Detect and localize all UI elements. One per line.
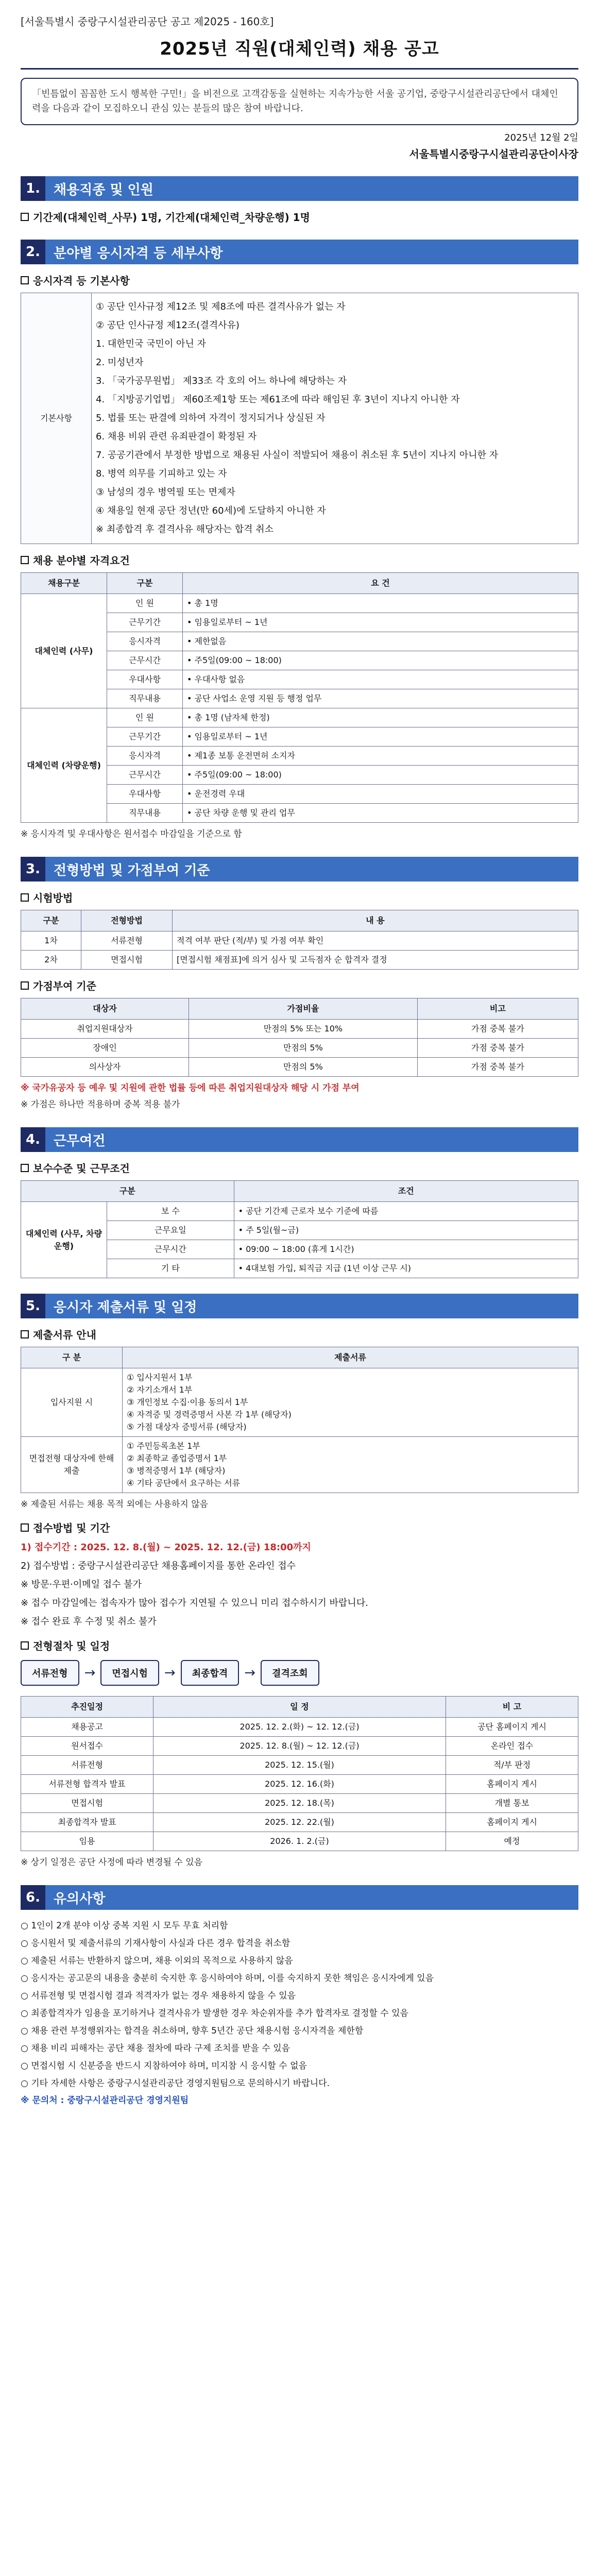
- subsection-heading: 접수방법 및 기간: [21, 1520, 578, 1535]
- table-cell: 2차: [21, 951, 81, 970]
- table-cell: 기 타: [107, 1259, 234, 1278]
- notice-list: [21, 1918, 578, 2091]
- table-row: [21, 708, 578, 727]
- table-cell: 2025. 12. 15.(월): [153, 1756, 446, 1775]
- list-item: ○ 1인이 2개 분야 이상 중복 지원 시 모두 무효 처리함: [21, 1921, 228, 1931]
- list-item: 1) 접수기간 : 2025. 12. 8.(월) ~ 2025. 12. 12.(금) 18:00까지: [21, 1542, 311, 1553]
- selection-flow: [21, 1660, 578, 1686]
- table-cell: • 4대보험 가입, 퇴직금 지급 (1년 이상 근무 시): [234, 1259, 578, 1278]
- table-cell: 의사상자: [21, 1058, 189, 1077]
- schedule-table: 추진일정 일 정 비 고 채용공고 2025. 12. 2.(화) ~ 12. 12.(금) 공단 홈페이지 게시 원서접수 2025. 12. 8.(월) ~ 12. 12.(금) 온라인 접수 서류전형 2025. 12. 15.(월) 적/부 판정 서류전형 합격자 발표 2025. 12. 16.(화) 홈페이지 게시 면접시험 2025. 12. 18.(목) 개별 통보 최종합격자 발표 2025. 12. 22.(월) 홈페이지 게시 임용 2026. 1. 2.(금) 예정: [21, 1696, 578, 1851]
- documents-note: ※ 제출된 서류는 채용 목적 외에는 사용하지 않음: [21, 1499, 209, 1510]
- table-cell: • 총 1명 (남자체 한정): [183, 708, 578, 727]
- list-item: 4. 「지방공기업법」 제60조제1항 또는 제61조에 따라 해임된 후 3년이 지나지 아니한 자: [96, 394, 460, 405]
- section-title: 응시자 제출서류 및 일정: [45, 1294, 578, 1318]
- checkbox-icon: [21, 276, 29, 284]
- table-cell: 응시자격: [107, 632, 183, 651]
- table-row: [21, 1368, 578, 1437]
- table-cell: 우대사항: [107, 785, 183, 804]
- table-cell: [123, 1437, 578, 1493]
- table-cell: 서류전형: [21, 1756, 153, 1775]
- section-number: 5.: [21, 1294, 45, 1318]
- table-row: [21, 594, 578, 613]
- table-cell: • 운전경력 우대: [183, 785, 578, 804]
- schedule-note: ※ 상기 일정은 공단 사정에 따라 변경될 수 있음: [21, 1857, 203, 1868]
- table-cell: 서류전형 합격자 발표: [21, 1775, 153, 1794]
- subsection-heading: 채용 분야별 자격요건: [21, 552, 578, 567]
- table-cell: 공단 홈페이지 게시: [446, 1718, 578, 1737]
- table-cell: • 임용일로부터 ~ 1년: [183, 613, 578, 632]
- section-title: 유의사항: [45, 1885, 578, 1910]
- table-cell: 근무요일: [107, 1221, 234, 1240]
- table-cell: 홈페이지 게시: [446, 1813, 578, 1832]
- table-row: [21, 1832, 578, 1851]
- section-number: 4.: [21, 1127, 45, 1152]
- section-6-header: [21, 1885, 578, 1910]
- table-cell: 원서접수: [21, 1737, 153, 1756]
- bonus-note: ※ 가점은 하나만 적용하며 중복 적용 불가: [21, 1099, 180, 1110]
- table-row: [21, 1202, 578, 1221]
- subsection-heading: 전형절차 및 일정: [21, 1638, 578, 1653]
- table-cell: • 주 5일(월~금): [234, 1221, 578, 1240]
- table-cell: 적격 여부 판단 (적/부) 및 가점 여부 확인: [173, 931, 578, 951]
- table-row: [21, 1775, 578, 1794]
- table-cell: 2025. 12. 18.(목): [153, 1794, 446, 1813]
- table-cell: • 제한없음: [183, 632, 578, 651]
- table-cell: 직무내용: [107, 804, 183, 823]
- table-cell: 2025. 12. 8.(월) ~ 12. 12.(금): [153, 1737, 446, 1756]
- table-cell: [123, 1368, 578, 1437]
- list-item: ① 입사지원서 1부: [127, 1372, 193, 1382]
- table-cell: 1차: [21, 931, 81, 951]
- list-item: ③ 개인정보 수집·이용 동의서 1부: [127, 1397, 248, 1407]
- table-row: [21, 1813, 578, 1832]
- flow-step: 면접시험: [100, 1660, 159, 1686]
- work-conditions-table: 구분 조건 대체인력 (사무, 차량운행) 보 수 • 공단 기간제 근로자 보수 기준에 따름 근무요일 • 주 5일(월~금) 근무시간 • 09:00 ~ 18:00 (휴게 1시간) 기 타 • 4대보험 가입, 퇴직금 지급 (1년 이상 근무 시): [21, 1180, 578, 1278]
- list-item: ○ 면접시험 시 신분증을 반드시 지참하여야 하며, 미지참 시 응시할 수 없음: [21, 2061, 307, 2071]
- basic-requirements-table: [21, 293, 578, 544]
- application-info: [21, 1540, 578, 1630]
- list-item: ※ 접수 마감일에는 접속자가 많아 접수가 지연될 수 있으니 미리 접수하시기 바랍니다.: [21, 1598, 368, 1608]
- table-row: [21, 1437, 578, 1493]
- table-cell: 근무기간: [107, 613, 183, 632]
- qualification-note: ※ 응시자격 및 우대사항은 원서접수 마감일을 기준으로 함: [21, 829, 242, 839]
- table-row: [21, 951, 578, 970]
- flow-step: 결격조회: [261, 1660, 319, 1686]
- list-item: ※ 최종합격 후 결격사유 해당자는 합격 취소: [96, 524, 274, 535]
- list-item: ○ 최종합격자가 임용을 포기하거나 결격사유가 발생한 경우 차순위자를 추가 합격자로 결정할 수 있음: [21, 2008, 408, 2019]
- list-item: ② 자기소개서 1부: [127, 1385, 193, 1395]
- table-cell: 온라인 접수: [446, 1737, 578, 1756]
- subsection-heading: 시험방법: [21, 890, 578, 905]
- table-cell: 홈페이지 게시: [446, 1775, 578, 1794]
- table-cell: 취업지원대상자: [21, 1020, 189, 1039]
- table-row: [21, 931, 578, 951]
- table-row: [21, 1718, 578, 1737]
- table-cell: 보 수: [107, 1202, 234, 1221]
- table-row: [21, 1058, 578, 1077]
- table-cell: 인 원: [107, 708, 183, 727]
- checkbox-icon: [21, 1523, 29, 1532]
- table-cell: 채용공고: [21, 1718, 153, 1737]
- table-cell: 서류전형: [81, 931, 173, 951]
- section-2-header: [21, 240, 578, 264]
- table-cell: 면접시험: [81, 951, 173, 970]
- basic-items-list: [96, 299, 574, 537]
- checkbox-icon: [21, 1330, 29, 1338]
- table-cell: 응시자격: [107, 747, 183, 766]
- table-cell: 대체인력 (사무): [21, 594, 107, 708]
- table-cell: 근무시간: [107, 766, 183, 785]
- table-cell: 만점의 5% 또는 10%: [189, 1020, 417, 1039]
- table-cell: 개별 통보: [446, 1794, 578, 1813]
- table-cell: 면접전형 대상자에 한해 제출: [21, 1437, 123, 1493]
- section-title: 채용직종 및 인원: [45, 176, 578, 201]
- table-cell: 최종합격자 발표: [21, 1813, 153, 1832]
- table-cell: 적/부 판정: [446, 1756, 578, 1775]
- table-cell: 인 원: [107, 594, 183, 613]
- arrow-icon: →: [84, 1665, 96, 1681]
- exam-method-table: 구분 전형방법 내 용 1차 서류전형 적격 여부 판단 (적/부) 및 가점 여부 확인 2차 면접시험 [면접시험 채점표]에 의거 심사 및 고득점자 순 합격자 결정: [21, 910, 578, 970]
- table-cell: 장애인: [21, 1039, 189, 1058]
- list-item: ※ 접수 완료 후 수정 및 취소 불가: [21, 1616, 157, 1627]
- arrow-icon: →: [164, 1665, 176, 1681]
- table-cell: 가점 중복 불가: [417, 1058, 578, 1077]
- list-item: ○ 응시원서 및 제출서류의 기재사항이 사실과 다른 경우 합격을 취소함: [21, 1938, 290, 1948]
- table-cell: 예정: [446, 1832, 578, 1851]
- list-item: ④ 기타 공단에서 요구하는 서류: [127, 1478, 241, 1488]
- list-item: 6. 채용 비위 관련 유죄판결이 확정된 자: [96, 431, 257, 442]
- list-item: ○ 채용 관련 부정행위자는 합격을 취소하며, 향후 5년간 공단 채용시험 응시자격을 제한함: [21, 2026, 364, 2036]
- checkbox-icon: [21, 556, 29, 564]
- table-row: [21, 1039, 578, 1058]
- announcement-date: 2025년 12월 2일: [504, 132, 578, 143]
- checkbox-icon: [21, 213, 29, 221]
- table-cell: 가점 중복 불가: [417, 1039, 578, 1058]
- list-item: ① 공단 인사규정 제12조 및 제8조에 따른 결격사유가 없는 자: [96, 301, 346, 312]
- section-number: 1.: [21, 176, 45, 201]
- list-item: ② 최종학교 졸업증명서 1부: [127, 1453, 227, 1463]
- bonus-note: ※ 국가유공자 등 예우 및 지원에 관한 법률 등에 따른 취업지원대상자 해당 시 가점 부여: [21, 1083, 360, 1093]
- list-item: 2. 미성년자: [96, 357, 144, 368]
- list-item: ○ 기타 자세한 사항은 중랑구시설관리공단 경영지원팀으로 문의하시기 바랍니다.: [21, 2078, 330, 2089]
- bonus-points-table: 대상자 가점비율 비고 취업지원대상자 만점의 5% 또는 10% 가점 중복 불가 장애인 만점의 5% 가점 중복 불가 의사상자 만점의 5% 가점 중복 불가: [21, 998, 578, 1077]
- arrow-icon: →: [244, 1665, 256, 1681]
- table-cell: 2025. 12. 2.(화) ~ 12. 12.(금): [153, 1718, 446, 1737]
- contact-info: ※ 문의처 : 중랑구시설관리공단 경영지원팀: [21, 2095, 189, 2106]
- table-cell: 직무내용: [107, 689, 183, 708]
- table-cell: • 임용일로부터 ~ 1년: [183, 727, 578, 747]
- title-divider: [21, 68, 578, 70]
- list-item: 1. 대한민국 국민이 아닌 자: [96, 338, 206, 349]
- table-cell: 근무시간: [107, 651, 183, 670]
- list-item: 5. 법률 또는 판결에 의하여 자격이 정지되거나 상실된 자: [96, 413, 326, 423]
- list-item: ○ 제출된 서류는 반환하지 않으며, 채용 이외의 목적으로 사용하지 않음: [21, 1956, 293, 1966]
- table-cell: 대체인력 (사무, 차량운행): [21, 1202, 107, 1278]
- page-title: 2025년 직원(대체인력) 채용 공고: [160, 39, 439, 59]
- subsection-heading: [21, 209, 578, 224]
- subsection-heading: 제출서류 안내: [21, 1327, 578, 1342]
- list-item: ○ 채용 비리 피해자는 공단 채용 절차에 따라 구제 조치를 받을 수 있음: [21, 2043, 290, 2054]
- section-4-header: [21, 1127, 578, 1152]
- table-cell: 대체인력 (차량운행): [21, 708, 107, 823]
- table-row: [21, 1020, 578, 1039]
- list-item: ○ 서류전형 및 면접시험 결과 적격자가 없는 경우 채용하지 않을 수 있음: [21, 1991, 296, 2001]
- table-cell: 근무기간: [107, 727, 183, 747]
- section-1-header: [21, 176, 578, 201]
- section-number: 2.: [21, 240, 45, 264]
- table-cell: • 공단 차량 운행 및 관리 업무: [183, 804, 578, 823]
- documents-table: 구 분 제출서류 입사지원 시 ① 입사지원서 1부 ② 자기소개서 1부 ③ 개인정보 수집·이용 동의서 1부 ④ 자격증 및 경력증명서 사본 각 1부 (해당자) ⑤ 가점 대상자 증빙서류 (해당자) 면접전형 대상자에 한해 제출 ① 주민등록초본 1부 ② 최종학교 졸업증명서 1부 ③ 병적증명서 1부 (해당자) ④ 기타 공단에서 요구하는 서류: [21, 1347, 578, 1493]
- table-row: [21, 1794, 578, 1813]
- list-item: 7. 공공기관에서 부정한 방법으로 채용된 사실이 적발되어 채용이 취소된 후 5년이 지나지 아니한 자: [96, 450, 499, 461]
- list-item: ② 공단 인사규정 제12조(결격사유): [96, 320, 239, 331]
- table-row: [21, 1756, 578, 1775]
- list-item: ⑤ 가점 대상자 증빙서류 (해당자): [127, 1422, 247, 1432]
- checkbox-icon: [21, 981, 29, 990]
- table-cell: 임용: [21, 1832, 153, 1851]
- table-cell: • 공단 기간제 근로자 보수 기준에 따름: [234, 1202, 578, 1221]
- section-title: 근무여건: [45, 1127, 578, 1152]
- list-item: ○ 응시자는 공고문의 내용을 충분히 숙지한 후 응시하여야 하며, 이를 숙지하지 못한 책임은 응시자에게 있음: [21, 1973, 434, 1984]
- subsection-heading: 가점부여 기준: [21, 978, 578, 993]
- list-item: ③ 병적증명서 1부 (해당자): [127, 1466, 226, 1476]
- table-cell: 근무시간: [107, 1240, 234, 1259]
- list-item: ④ 채용일 현재 공단 정년(만 60세)에 도달하지 아니한 자: [96, 505, 326, 516]
- table-cell: 우대사항: [107, 670, 183, 689]
- list-item: ④ 자격증 및 경력증명서 사본 각 1부 (해당자): [127, 1410, 292, 1419]
- section-5-header: [21, 1294, 578, 1318]
- checkbox-icon: [21, 1164, 29, 1172]
- section-number: 3.: [21, 857, 45, 882]
- subsection-heading: 보수수준 및 근무조건: [21, 1160, 578, 1175]
- flow-step: 최종합격: [181, 1660, 239, 1686]
- table-cell: 2026. 1. 2.(금): [153, 1832, 446, 1851]
- table-cell: 면접시험: [21, 1794, 153, 1813]
- section-number: 6.: [21, 1885, 45, 1910]
- table-row: [21, 1737, 578, 1756]
- list-item: 8. 병역 의무를 기피하고 있는 자: [96, 468, 227, 479]
- section-title: 분야별 응시자격 등 세부사항: [45, 240, 578, 264]
- issuing-organization: 서울특별시중랑구시설관리공단이사장: [409, 148, 578, 160]
- table-cell: • 제1종 보통 운전면허 소지자: [183, 747, 578, 766]
- table-cell: • 주5일(09:00 ~ 18:00): [183, 651, 578, 670]
- list-item: ※ 방문·우편·이메일 접수 불가: [21, 1579, 142, 1590]
- qualification-table: 채용구분 구분 요 건 대체인력 (사무) 인 원 • 총 1명 근무기간 • 임용일로부터 ~ 1년 응시자격 • 제한없음 근무시간 • 주5일(09:00 ~ 18:00) 우대사항 • 우대사항 없음 직무내용 • 공단 사업소 운영 지원 등 행정 업무 대체인력 (차량운행) 인 원 • 총 1명 (남자체 한정) 근무기간 • 임용일로부터 ~ 1년 응시자격 • 제1종 보통 운전면허 소지자 근무시간 • 주5일(09:00 ~ 18:00) 우대사항 • 운전경력 우대 직무내용 • 공단 차량 운행 및 관리 업무: [21, 572, 578, 823]
- intro-box: 「빈틈없이 꼼꼼한 도시 행복한 구민!」을 비전으로 고객감동을 실현하는 지속가능한 서울 공기업, 중랑구시설관리공단에서 대체인력을 다음과 같이 모집하오니 관심 있는 분들의 많은 참여 바랍니다.: [21, 78, 578, 125]
- checkbox-icon: [21, 893, 29, 902]
- table-cell: 만점의 5%: [189, 1039, 417, 1058]
- section-title: 전형방법 및 가점부여 기준: [45, 857, 578, 882]
- table-cell: 가점 중복 불가: [417, 1020, 578, 1039]
- table-cell: 2025. 12. 22.(월): [153, 1813, 446, 1832]
- table-cell: 만점의 5%: [189, 1058, 417, 1077]
- section-3-header: [21, 857, 578, 882]
- table-cell: • 총 1명: [183, 594, 578, 613]
- table-cell: • 09:00 ~ 18:00 (휴게 1시간): [234, 1240, 578, 1259]
- table-cell: • 공단 사업소 운영 지원 등 행정 업무: [183, 689, 578, 708]
- list-item: ③ 남성의 경우 병역필 또는 면제자: [96, 487, 235, 498]
- subsection-heading: 응시자격 등 기본사항: [21, 273, 578, 287]
- list-item: ① 주민등록초본 1부: [127, 1441, 200, 1451]
- table-cell: 입사지원 시: [21, 1368, 123, 1437]
- document-reference: [서울특별시 중랑구시설관리공단 공고 제2025 - 160호]: [21, 15, 274, 28]
- table-cell: • 우대사항 없음: [183, 670, 578, 689]
- list-item: 3. 「국가공무원법」 제33조 각 호의 어느 하나에 해당하는 자: [96, 376, 347, 386]
- table-cell: • 주5일(09:00 ~ 18:00): [183, 766, 578, 785]
- list-item: 2) 접수방법 : 중랑구시설관리공단 채용홈페이지를 통한 온라인 접수: [21, 1561, 296, 1571]
- table-cell: [면접시험 채점표]에 의거 심사 및 고득점자 순 합격자 결정: [173, 951, 578, 970]
- table-cell: 2025. 12. 16.(화): [153, 1775, 446, 1794]
- positions-summary: 기간제(대체인력_사무) 1명, 기간제(대체인력_차량운행) 1명: [33, 211, 310, 224]
- flow-step: 서류전형: [21, 1660, 79, 1686]
- checkbox-icon: [21, 1641, 29, 1650]
- table-label: 기본사항: [21, 293, 92, 544]
